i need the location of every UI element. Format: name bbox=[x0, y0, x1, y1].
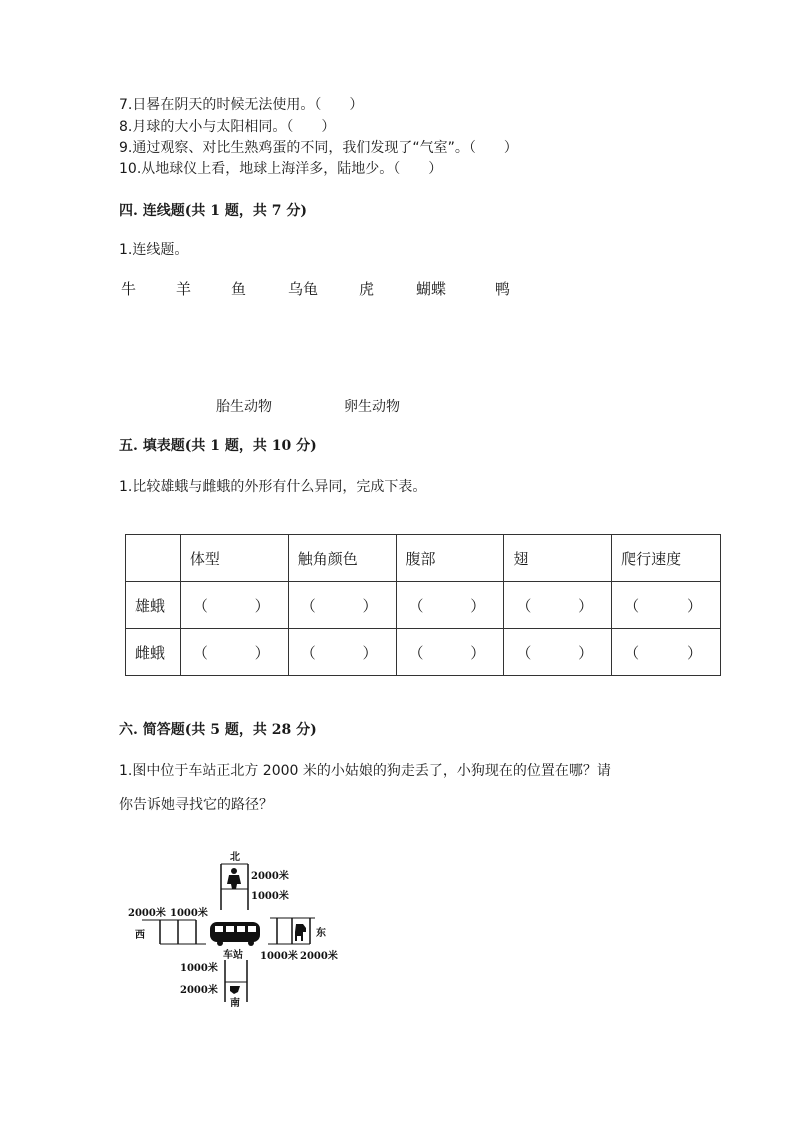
section-4-heading: 四. 连线题(共 1 题，共 7 分) bbox=[119, 203, 307, 219]
animal-sheep: 羊 bbox=[176, 280, 192, 298]
west-1000-label: 1000米 bbox=[170, 908, 208, 919]
station-map-diagram bbox=[120, 848, 350, 1017]
answer-cell[interactable]: （ ） bbox=[396, 582, 504, 629]
station-label: 车站 bbox=[223, 950, 243, 961]
animal-tiger: 虎 bbox=[359, 280, 375, 298]
animal-turtle: 乌龟 bbox=[288, 280, 319, 298]
table-header-cell: 翅 bbox=[504, 535, 612, 582]
animal-butterfly: 蝴蝶 bbox=[416, 280, 447, 298]
answer-cell[interactable]: （ ） bbox=[180, 629, 288, 676]
east-2000-label: 2000米 bbox=[300, 951, 338, 962]
section-5-question: 1.比较雄蛾与雌蛾的外形有什么异同，完成下表。 bbox=[119, 479, 427, 495]
table-header-row bbox=[126, 535, 721, 582]
table-header-cell: 触角颜色 bbox=[288, 535, 396, 582]
bus-station-icon bbox=[210, 922, 260, 946]
section-6-question-line1: 1.图中位于车站正北方 2000 米的小姑娘的狗走丢了，小狗现在的位置在哪？请 bbox=[119, 763, 611, 779]
category-viviparous: 胎生动物 bbox=[216, 399, 272, 415]
east-1000-label: 1000米 bbox=[260, 951, 298, 962]
answer-cell[interactable]: （ ） bbox=[612, 582, 721, 629]
table-header-cell: 爬行速度 bbox=[612, 535, 721, 582]
north-2000-label: 2000米 bbox=[251, 871, 289, 882]
question-9: 9.通过观察、对比生熟鸡蛋的不同，我们发现了“气室”。（ ） bbox=[119, 140, 518, 156]
moth-comparison-table bbox=[125, 534, 721, 676]
animal-cow: 牛 bbox=[121, 280, 137, 298]
section-6-heading: 六. 简答题(共 5 题，共 28 分) bbox=[119, 722, 317, 738]
row-label-female-moth: 雌蛾 bbox=[126, 629, 181, 676]
section-4-question: 1.连线题。 bbox=[119, 242, 189, 258]
row-label-male-moth: 雄蛾 bbox=[126, 582, 181, 629]
south-1000-label: 1000米 bbox=[180, 963, 218, 974]
question-7: 7.日晷在阴天的时候无法使用。（ ） bbox=[119, 97, 364, 113]
girl-icon bbox=[227, 868, 241, 889]
answer-cell[interactable]: （ ） bbox=[288, 582, 396, 629]
animal-duck: 鸭 bbox=[495, 280, 511, 298]
north-label: 北 bbox=[230, 852, 240, 863]
dog-icon bbox=[295, 924, 306, 941]
answer-cell[interactable]: （ ） bbox=[504, 629, 612, 676]
east-label: 东 bbox=[316, 928, 326, 939]
north-1000-label: 1000米 bbox=[251, 891, 289, 902]
question-8: 8.月球的大小与太阳相同。（ ） bbox=[119, 119, 336, 135]
table-row bbox=[126, 629, 721, 676]
category-oviparous: 卵生动物 bbox=[344, 399, 400, 415]
answer-cell[interactable]: （ ） bbox=[612, 629, 721, 676]
west-2000-label: 2000米 bbox=[128, 908, 166, 919]
section-5-heading: 五. 填表题(共 1 题，共 10 分) bbox=[119, 438, 317, 454]
south-2000-label: 2000米 bbox=[180, 985, 218, 996]
answer-cell[interactable]: （ ） bbox=[288, 629, 396, 676]
animal-fish: 鱼 bbox=[231, 280, 247, 298]
table-header-cell bbox=[126, 535, 181, 582]
dog-footprint-icon bbox=[230, 986, 240, 994]
question-10: 10.从地球仪上看，地球上海洋多，陆地少。（ ） bbox=[119, 161, 443, 177]
table-header-cell: 腹部 bbox=[396, 535, 504, 582]
table-row bbox=[126, 582, 721, 629]
answer-cell[interactable]: （ ） bbox=[396, 629, 504, 676]
answer-cell[interactable]: （ ） bbox=[504, 582, 612, 629]
table-header-cell: 体型 bbox=[180, 535, 288, 582]
south-label: 南 bbox=[230, 998, 240, 1009]
section-6-question-line2: 你告诉她寻找它的路径？ bbox=[119, 797, 273, 813]
west-label: 西 bbox=[135, 930, 145, 941]
answer-cell[interactable]: （ ） bbox=[180, 582, 288, 629]
